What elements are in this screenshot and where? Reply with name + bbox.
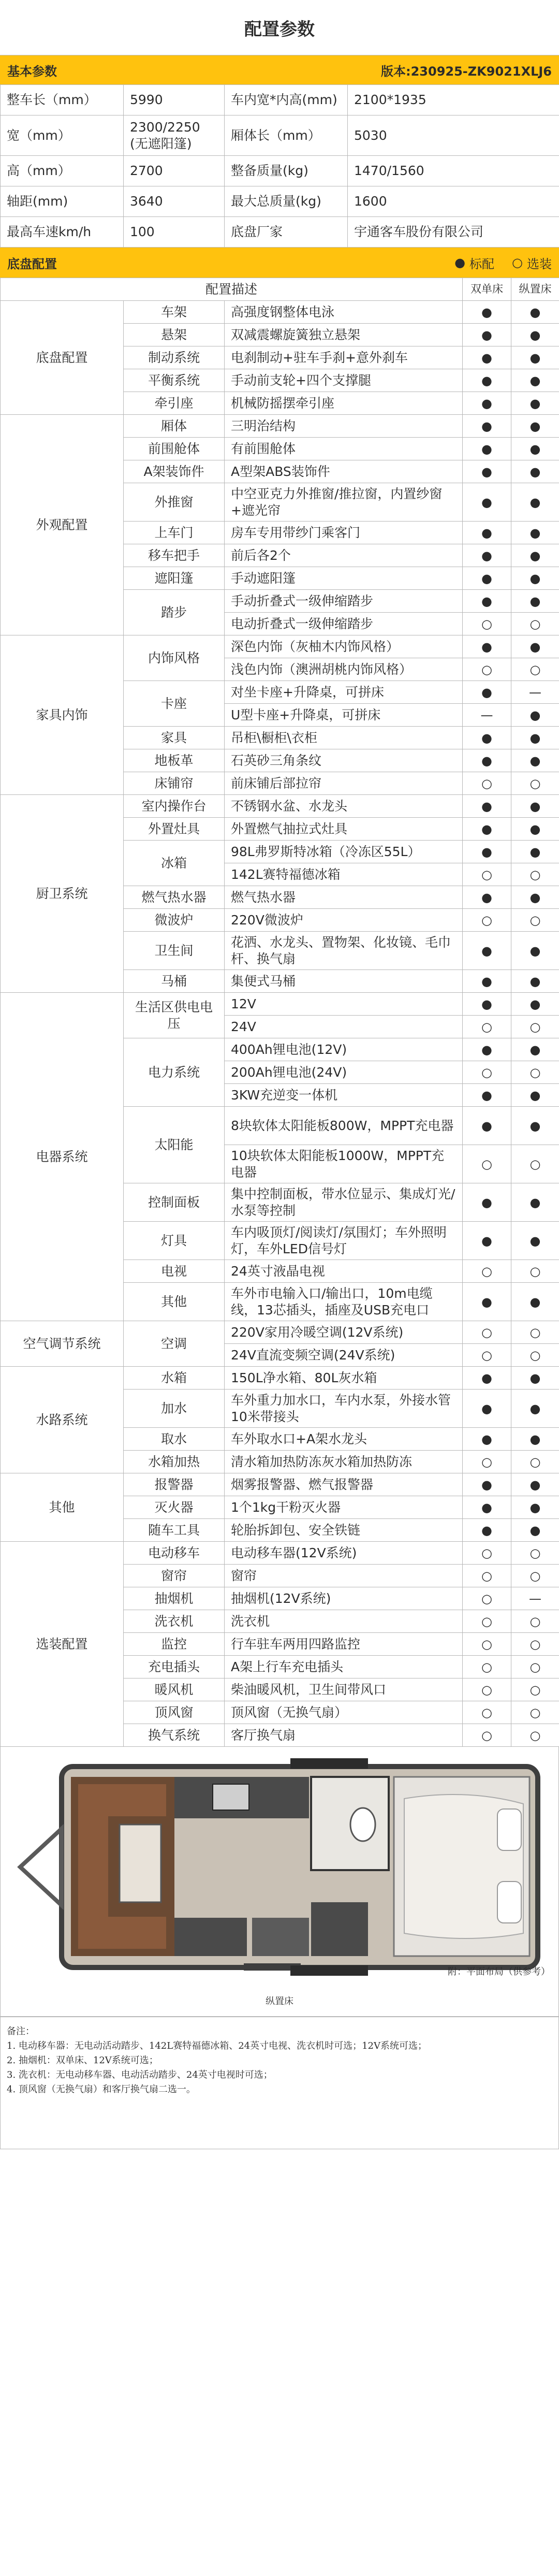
mark-double-single-bed: ○ bbox=[463, 1016, 511, 1038]
config-item-desc: 浅色内饰（澳洲胡桃内饰风格） bbox=[225, 658, 463, 681]
config-item-name: 厢体 bbox=[124, 415, 225, 438]
config-item-desc: 双减震螺旋簧独立悬架 bbox=[225, 324, 463, 346]
mark-double-single-bed: ● bbox=[463, 841, 511, 863]
config-item-desc: 集中控制面板，带水位显示、集成灯光/水泵等控制 bbox=[225, 1183, 463, 1222]
mark-longitudinal-bed: ○ bbox=[511, 1678, 559, 1701]
legend bbox=[454, 254, 552, 272]
mark-longitudinal-bed: ● bbox=[511, 1367, 559, 1390]
mark-longitudinal-bed: ○ bbox=[511, 1451, 559, 1473]
basic-param-label: 车内宽*内高(mm) bbox=[225, 85, 348, 115]
mark-double-single-bed: ○ bbox=[463, 909, 511, 932]
mark-longitudinal-bed: ● bbox=[511, 392, 559, 415]
mark-longitudinal-bed: ○ bbox=[511, 1321, 559, 1344]
config-item-name: 生活区供电电压 bbox=[124, 993, 225, 1038]
config-category: 其他 bbox=[1, 1473, 124, 1542]
config-row bbox=[1, 993, 559, 1016]
mark-longitudinal-bed: ○ bbox=[511, 1344, 559, 1367]
config-item-name: 报警器 bbox=[124, 1473, 225, 1496]
config-item-desc: 8块软体太阳能板800W，MPPT充电器 bbox=[225, 1107, 463, 1145]
mark-longitudinal-bed: ● bbox=[511, 522, 559, 544]
mark-longitudinal-bed: ● bbox=[511, 970, 559, 993]
notes-line: 4. 顶风窗（无换气扇）和客厅换气扇二选一。 bbox=[7, 2083, 196, 2095]
floor-plan-caption: 纵置床 bbox=[0, 1985, 559, 2017]
config-item-desc: 行车驻车两用四路监控 bbox=[225, 1633, 463, 1656]
mark-double-single-bed: ● bbox=[463, 522, 511, 544]
basic-param-label: 最高车速km/h bbox=[1, 217, 124, 248]
config-item-desc: 车外取水口+A架水龙头 bbox=[225, 1428, 463, 1451]
mark-double-single-bed: ● bbox=[463, 590, 511, 613]
config-row bbox=[1, 1473, 559, 1496]
config-item-desc: 吊柜\橱柜\衣柜 bbox=[225, 727, 463, 749]
mark-double-single-bed: ● bbox=[463, 301, 511, 324]
mark-longitudinal-bed: ● bbox=[511, 841, 559, 863]
config-row bbox=[1, 301, 559, 324]
basic-param-value: 宇通客车股份有限公司 bbox=[348, 217, 559, 248]
mark-longitudinal-bed: ○ bbox=[511, 1633, 559, 1656]
config-item-desc: 有前围舱体 bbox=[225, 438, 463, 460]
mark-double-single-bed: — bbox=[463, 704, 511, 727]
filled-dot-icon: ● bbox=[454, 255, 466, 270]
basic-param-value: 5030 bbox=[348, 115, 559, 156]
basic-param-value: 5990 bbox=[124, 85, 225, 115]
config-item-name: 卫生间 bbox=[124, 932, 225, 970]
mark-longitudinal-bed: ● bbox=[511, 635, 559, 658]
floor-plan bbox=[0, 1747, 559, 1985]
config-item-desc: 220V微波炉 bbox=[225, 909, 463, 932]
basic-params-label: 基本参数 bbox=[7, 64, 57, 79]
config-item-desc: 200Ah锂电池(24V) bbox=[225, 1061, 463, 1084]
header-double-single-bed: 双单床 bbox=[463, 278, 511, 301]
mark-longitudinal-bed: ● bbox=[511, 1519, 559, 1542]
header-desc: 配置描述 bbox=[1, 278, 463, 301]
config-item-name: 微波炉 bbox=[124, 909, 225, 932]
config-item-desc: 深色内饰（灰柚木内饰风格） bbox=[225, 635, 463, 658]
mark-longitudinal-bed: ○ bbox=[511, 658, 559, 681]
floor-plan-reference-note: 附：平面布局（供参考） bbox=[448, 1966, 550, 1977]
config-item-desc: 燃气热水器 bbox=[225, 886, 463, 909]
mark-double-single-bed: ● bbox=[463, 483, 511, 522]
config-item-name: 外推窗 bbox=[124, 483, 225, 522]
mark-double-single-bed: ● bbox=[463, 1390, 511, 1428]
mark-double-single-bed: ○ bbox=[463, 1321, 511, 1344]
mark-double-single-bed: ● bbox=[463, 1222, 511, 1260]
config-item-desc: 房车专用带纱门乘客门 bbox=[225, 522, 463, 544]
config-item-desc: 电动移车器(12V系统) bbox=[225, 1542, 463, 1565]
mark-double-single-bed: ● bbox=[463, 681, 511, 704]
config-item-name: 空调 bbox=[124, 1321, 225, 1367]
config-item-desc: 车外市电输入口/输出口，10m电缆线，13芯插头，插座及USB充电口 bbox=[225, 1283, 463, 1321]
config-item-name: 其他 bbox=[124, 1283, 225, 1321]
config-item-name: 水箱 bbox=[124, 1367, 225, 1390]
mark-longitudinal-bed: ● bbox=[511, 544, 559, 567]
mark-double-single-bed: ● bbox=[463, 460, 511, 483]
config-item-desc: 集便式马桶 bbox=[225, 970, 463, 993]
notes-line: 1. 电动移车器：无电动活动踏步、142L赛特福德冰箱、24英寸电视、洗衣机时可选；12V系统可选； bbox=[7, 2040, 428, 2051]
basic-param-label: 最大总质量(kg) bbox=[225, 186, 348, 217]
mark-longitudinal-bed: ○ bbox=[511, 1061, 559, 1084]
basic-param-value: 3640 bbox=[124, 186, 225, 217]
mark-double-single-bed: ● bbox=[463, 1367, 511, 1390]
config-row bbox=[1, 1542, 559, 1565]
basic-param-label: 整备质量(kg) bbox=[225, 156, 348, 186]
basic-param-value: 1600 bbox=[348, 186, 559, 217]
mark-double-single-bed: ● bbox=[463, 1496, 511, 1519]
config-item-name: 电力系统 bbox=[124, 1038, 225, 1107]
mark-longitudinal-bed: ● bbox=[511, 438, 559, 460]
config-item-name: 取水 bbox=[124, 1428, 225, 1451]
mark-longitudinal-bed: ● bbox=[511, 1038, 559, 1061]
mark-double-single-bed: ○ bbox=[463, 1678, 511, 1701]
mark-double-single-bed: ● bbox=[463, 415, 511, 438]
mark-longitudinal-bed: ● bbox=[511, 324, 559, 346]
mark-double-single-bed: ● bbox=[463, 567, 511, 590]
mark-longitudinal-bed: ● bbox=[511, 483, 559, 522]
mark-longitudinal-bed: ● bbox=[511, 1222, 559, 1260]
mark-longitudinal-bed: ● bbox=[511, 795, 559, 818]
notes-title: 备注： bbox=[7, 2026, 35, 2037]
mark-longitudinal-bed: ● bbox=[511, 704, 559, 727]
mark-longitudinal-bed: ○ bbox=[511, 1724, 559, 1747]
mark-longitudinal-bed: ● bbox=[511, 932, 559, 970]
mark-double-single-bed: ● bbox=[463, 1038, 511, 1061]
config-item-desc: 客厅换气扇 bbox=[225, 1724, 463, 1747]
config-item-desc: 手动折叠式一级伸缩踏步 bbox=[225, 590, 463, 613]
basic-param-label: 宽（mm） bbox=[1, 115, 124, 156]
config-item-desc: 24英寸液晶电视 bbox=[225, 1260, 463, 1283]
legend-optional: ○ 选装 bbox=[512, 255, 552, 271]
mark-double-single-bed: ○ bbox=[463, 1542, 511, 1565]
basic-param-value: 100 bbox=[124, 217, 225, 248]
config-item-name: 电动移车 bbox=[124, 1542, 225, 1565]
config-item-desc: 220V家用冷暖空调(12V系统) bbox=[225, 1321, 463, 1344]
mark-double-single-bed: ○ bbox=[463, 1451, 511, 1473]
config-item-name: 牵引座 bbox=[124, 392, 225, 415]
config-item-desc: 中空亚克力外推窗/推拉窗，内置纱窗+遮光帘 bbox=[225, 483, 463, 522]
config-item-desc: 外置燃气抽拉式灶具 bbox=[225, 818, 463, 841]
chassis-config-bar bbox=[0, 248, 559, 278]
basic-param-label: 高（mm） bbox=[1, 156, 124, 186]
config-item-desc: A架上行车充电插头 bbox=[225, 1656, 463, 1678]
mark-longitudinal-bed: ○ bbox=[511, 1610, 559, 1633]
mark-longitudinal-bed: ○ bbox=[511, 1542, 559, 1565]
mark-longitudinal-bed: ● bbox=[511, 1084, 559, 1107]
mark-double-single-bed: ○ bbox=[463, 1587, 511, 1610]
mark-double-single-bed: ● bbox=[463, 818, 511, 841]
config-category: 底盘配置 bbox=[1, 301, 124, 415]
config-category: 外观配置 bbox=[1, 415, 124, 635]
config-item-name: 换气系统 bbox=[124, 1724, 225, 1747]
basic-params-bar bbox=[0, 55, 559, 84]
mark-longitudinal-bed: ● bbox=[511, 818, 559, 841]
config-item-name: 上车门 bbox=[124, 522, 225, 544]
config-item-desc: 不锈钢水盆、水龙头 bbox=[225, 795, 463, 818]
config-item-name: 制动系统 bbox=[124, 346, 225, 369]
config-item-name: 移车把手 bbox=[124, 544, 225, 567]
config-item-name: 洗衣机 bbox=[124, 1610, 225, 1633]
config-item-desc: 车内吸顶灯/阅读灯/氛围灯；车外照明灯，车外LED信号灯 bbox=[225, 1222, 463, 1260]
notes-line: 3. 洗衣机：无电动移车器、电动活动踏步、24英寸电视时可选； bbox=[7, 2069, 273, 2080]
mark-double-single-bed: ○ bbox=[463, 1701, 511, 1724]
config-item-desc: 对坐卡座+升降桌，可拼床 bbox=[225, 681, 463, 704]
mark-double-single-bed: ○ bbox=[463, 1344, 511, 1367]
config-item-desc: 前后各2个 bbox=[225, 544, 463, 567]
mark-double-single-bed: ○ bbox=[463, 863, 511, 886]
mark-double-single-bed: ● bbox=[463, 324, 511, 346]
mark-double-single-bed: ● bbox=[463, 1183, 511, 1222]
mark-double-single-bed: ● bbox=[463, 346, 511, 369]
config-item-desc: 前床铺后部拉帘 bbox=[225, 772, 463, 795]
config-item-name: 室内操作台 bbox=[124, 795, 225, 818]
hollow-dot-icon: ○ bbox=[512, 255, 523, 270]
config-item-desc: 12V bbox=[225, 993, 463, 1016]
basic-row bbox=[1, 115, 559, 156]
mark-longitudinal-bed: ○ bbox=[511, 1145, 559, 1183]
config-item-desc: 轮胎拆卸包、安全铁链 bbox=[225, 1519, 463, 1542]
config-item-name: 床铺帘 bbox=[124, 772, 225, 795]
config-item-desc: 手动前支轮+四个支撑腿 bbox=[225, 369, 463, 392]
mark-longitudinal-bed: ○ bbox=[511, 863, 559, 886]
config-item-name: 水箱加热 bbox=[124, 1451, 225, 1473]
basic-param-value: 2100*1935 bbox=[348, 85, 559, 115]
config-item-name: A架装饰件 bbox=[124, 460, 225, 483]
mark-double-single-bed: ● bbox=[463, 932, 511, 970]
mark-longitudinal-bed: ○ bbox=[511, 1565, 559, 1587]
config-item-name: 加水 bbox=[124, 1390, 225, 1428]
config-item-desc: 142L赛特福德冰箱 bbox=[225, 863, 463, 886]
mark-double-single-bed: ○ bbox=[463, 1061, 511, 1084]
page-title: 配置参数 bbox=[0, 0, 559, 55]
basic-row bbox=[1, 186, 559, 217]
config-item-desc: 抽烟机(12V系统) bbox=[225, 1587, 463, 1610]
config-item-name: 灭火器 bbox=[124, 1496, 225, 1519]
mark-longitudinal-bed: ● bbox=[511, 301, 559, 324]
config-item-desc: 电动折叠式一级伸缩踏步 bbox=[225, 613, 463, 635]
mark-double-single-bed: ● bbox=[463, 795, 511, 818]
floor-plan-drawing bbox=[1, 1747, 558, 1985]
config-category: 电器系统 bbox=[1, 993, 124, 1321]
mark-longitudinal-bed: ○ bbox=[511, 1656, 559, 1678]
mark-double-single-bed: ● bbox=[463, 369, 511, 392]
mark-longitudinal-bed: ● bbox=[511, 590, 559, 613]
config-category: 空气调节系统 bbox=[1, 1321, 124, 1367]
basic-param-value: 2700 bbox=[124, 156, 225, 186]
config-item-desc: 石英砂三角条纹 bbox=[225, 749, 463, 772]
config-item-name: 电视 bbox=[124, 1260, 225, 1283]
mark-double-single-bed: ● bbox=[463, 749, 511, 772]
config-item-desc: 10块软体太阳能板1000W，MPPT充电器 bbox=[225, 1145, 463, 1183]
mark-longitudinal-bed: ● bbox=[511, 749, 559, 772]
config-item-desc: 清水箱加热防冻灰水箱加热防冻 bbox=[225, 1451, 463, 1473]
config-item-name: 遮阳篷 bbox=[124, 567, 225, 590]
mark-double-single-bed: ● bbox=[463, 1283, 511, 1321]
config-item-name: 平衡系统 bbox=[124, 369, 225, 392]
mark-longitudinal-bed: ● bbox=[511, 1107, 559, 1145]
mark-double-single-bed: ● bbox=[463, 392, 511, 415]
config-item-name: 监控 bbox=[124, 1633, 225, 1656]
config-item-desc: 1个1kg干粉灭火器 bbox=[225, 1496, 463, 1519]
mark-longitudinal-bed: ● bbox=[511, 369, 559, 392]
chassis-config-label: 底盘配置 bbox=[7, 256, 57, 271]
config-item-desc: 烟雾报警器、燃气报警器 bbox=[225, 1473, 463, 1496]
config-item-desc: 400Ah锂电池(12V) bbox=[225, 1038, 463, 1061]
config-item-desc: A型架ABS装饰件 bbox=[225, 460, 463, 483]
mark-longitudinal-bed: ● bbox=[511, 1473, 559, 1496]
config-category: 厨卫系统 bbox=[1, 795, 124, 993]
config-item-name: 窗帘 bbox=[124, 1565, 225, 1587]
config-item-name: 前围舱体 bbox=[124, 438, 225, 460]
mark-longitudinal-bed: ● bbox=[511, 1183, 559, 1222]
config-category: 家具内饰 bbox=[1, 635, 124, 795]
config-item-desc: 3KW充逆变一体机 bbox=[225, 1084, 463, 1107]
mark-double-single-bed: ○ bbox=[463, 658, 511, 681]
mark-double-single-bed: ○ bbox=[463, 1260, 511, 1283]
config-header-row bbox=[1, 278, 559, 301]
mark-double-single-bed: ● bbox=[463, 886, 511, 909]
config-item-name: 暖风机 bbox=[124, 1678, 225, 1701]
basic-param-label: 厢体长（mm） bbox=[225, 115, 348, 156]
mark-double-single-bed: ○ bbox=[463, 613, 511, 635]
mark-longitudinal-bed: ○ bbox=[511, 909, 559, 932]
mark-double-single-bed: ● bbox=[463, 970, 511, 993]
config-table bbox=[0, 278, 559, 1747]
version-label: 版本:230925-ZK9021XLJ6 bbox=[381, 64, 552, 79]
config-item-desc: 24V直流变频空调(24V系统) bbox=[225, 1344, 463, 1367]
config-item-name: 控制面板 bbox=[124, 1183, 225, 1222]
header-longitudinal-bed: 纵置床 bbox=[511, 278, 559, 301]
mark-longitudinal-bed: ● bbox=[511, 346, 559, 369]
config-item-name: 冰箱 bbox=[124, 841, 225, 886]
mark-double-single-bed: ○ bbox=[463, 772, 511, 795]
notes-line: 2. 抽烟机：双单床、12V系统可选； bbox=[7, 2054, 158, 2066]
mark-longitudinal-bed: ● bbox=[511, 1496, 559, 1519]
config-item-name: 踏步 bbox=[124, 590, 225, 635]
config-category: 水路系统 bbox=[1, 1367, 124, 1473]
basic-param-value: 2300/2250 (无遮阳篷) bbox=[124, 115, 225, 156]
config-item-desc: 150L净水箱、80L灰水箱 bbox=[225, 1367, 463, 1390]
mark-longitudinal-bed: ● bbox=[511, 1428, 559, 1451]
config-item-name: 抽烟机 bbox=[124, 1587, 225, 1610]
legend-standard: ● 标配 bbox=[454, 255, 495, 271]
mark-longitudinal-bed: ○ bbox=[511, 1701, 559, 1724]
mark-longitudinal-bed: — bbox=[511, 681, 559, 704]
config-item-desc: 手动遮阳篷 bbox=[225, 567, 463, 590]
config-item-desc: U型卡座+升降桌，可拼床 bbox=[225, 704, 463, 727]
mark-double-single-bed: ○ bbox=[463, 1145, 511, 1183]
config-item-name: 随车工具 bbox=[124, 1519, 225, 1542]
mark-longitudinal-bed: ● bbox=[511, 1283, 559, 1321]
basic-param-value: 1470/1560 bbox=[348, 156, 559, 186]
mark-double-single-bed: ● bbox=[463, 1519, 511, 1542]
config-row bbox=[1, 1367, 559, 1390]
mark-double-single-bed: ● bbox=[463, 1107, 511, 1145]
mark-longitudinal-bed: ○ bbox=[511, 1016, 559, 1038]
config-item-desc: 机械防摇摆牵引座 bbox=[225, 392, 463, 415]
config-item-name: 充电插头 bbox=[124, 1656, 225, 1678]
mark-double-single-bed: ● bbox=[463, 1473, 511, 1496]
basic-row bbox=[1, 217, 559, 248]
mark-double-single-bed: ● bbox=[463, 635, 511, 658]
mark-longitudinal-bed: ● bbox=[511, 415, 559, 438]
mark-longitudinal-bed: ● bbox=[511, 1390, 559, 1428]
mark-longitudinal-bed: ● bbox=[511, 567, 559, 590]
mark-double-single-bed: ○ bbox=[463, 1633, 511, 1656]
mark-double-single-bed: ● bbox=[463, 993, 511, 1016]
mark-double-single-bed: ● bbox=[463, 544, 511, 567]
config-item-desc: 24V bbox=[225, 1016, 463, 1038]
mark-double-single-bed: ○ bbox=[463, 1656, 511, 1678]
mark-double-single-bed: ○ bbox=[463, 1565, 511, 1587]
config-item-name: 外置灶具 bbox=[124, 818, 225, 841]
config-item-name: 卡座 bbox=[124, 681, 225, 727]
config-item-name: 马桶 bbox=[124, 970, 225, 993]
basic-param-label: 轴距(mm) bbox=[1, 186, 124, 217]
mark-longitudinal-bed: ● bbox=[511, 727, 559, 749]
mark-double-single-bed: ● bbox=[463, 1428, 511, 1451]
basic-param-label: 整车长（mm） bbox=[1, 85, 124, 115]
config-item-name: 灯具 bbox=[124, 1222, 225, 1260]
config-item-name: 地板革 bbox=[124, 749, 225, 772]
config-item-desc: 顶风窗（无换气扇） bbox=[225, 1701, 463, 1724]
config-item-desc: 高强度钢整体电泳 bbox=[225, 301, 463, 324]
mark-double-single-bed: ● bbox=[463, 1084, 511, 1107]
config-item-desc: 三明治结构 bbox=[225, 415, 463, 438]
mark-longitudinal-bed: ○ bbox=[511, 1260, 559, 1283]
basic-row bbox=[1, 85, 559, 115]
config-item-name: 内饰风格 bbox=[124, 635, 225, 681]
config-item-name: 车架 bbox=[124, 301, 225, 324]
basic-param-label: 底盘厂家 bbox=[225, 217, 348, 248]
config-row bbox=[1, 635, 559, 658]
config-item-name: 燃气热水器 bbox=[124, 886, 225, 909]
mark-longitudinal-bed: ○ bbox=[511, 613, 559, 635]
basic-params-table bbox=[0, 84, 559, 248]
config-item-desc: 窗帘 bbox=[225, 1565, 463, 1587]
config-row bbox=[1, 415, 559, 438]
config-category: 选装配置 bbox=[1, 1542, 124, 1747]
mark-longitudinal-bed: ● bbox=[511, 886, 559, 909]
config-item-desc: 电刹制动+驻车手刹+意外刹车 bbox=[225, 346, 463, 369]
config-row bbox=[1, 1321, 559, 1344]
config-item-name: 家具 bbox=[124, 727, 225, 749]
config-item-desc: 车外重力加水口，车内水泵，外接水管10米带接头 bbox=[225, 1390, 463, 1428]
config-item-name: 顶风窗 bbox=[124, 1701, 225, 1724]
mark-double-single-bed: ● bbox=[463, 438, 511, 460]
config-item-desc: 花洒、水龙头、置物架、化妆镜、毛巾杆、换气扇 bbox=[225, 932, 463, 970]
config-item-name: 悬架 bbox=[124, 324, 225, 346]
mark-double-single-bed: ○ bbox=[463, 1610, 511, 1633]
notes-section bbox=[0, 2017, 559, 2149]
mark-longitudinal-bed: ● bbox=[511, 993, 559, 1016]
config-row bbox=[1, 795, 559, 818]
mark-longitudinal-bed: — bbox=[511, 1587, 559, 1610]
mark-longitudinal-bed: ○ bbox=[511, 772, 559, 795]
config-item-desc: 洗衣机 bbox=[225, 1610, 463, 1633]
config-item-desc: 98L弗罗斯特冰箱（冷冻区55L） bbox=[225, 841, 463, 863]
config-item-desc: 柴油暖风机，卫生间带风口 bbox=[225, 1678, 463, 1701]
mark-double-single-bed: ● bbox=[463, 727, 511, 749]
mark-double-single-bed: ○ bbox=[463, 1724, 511, 1747]
mark-longitudinal-bed: ● bbox=[511, 460, 559, 483]
basic-row bbox=[1, 156, 559, 186]
config-item-name: 太阳能 bbox=[124, 1107, 225, 1183]
